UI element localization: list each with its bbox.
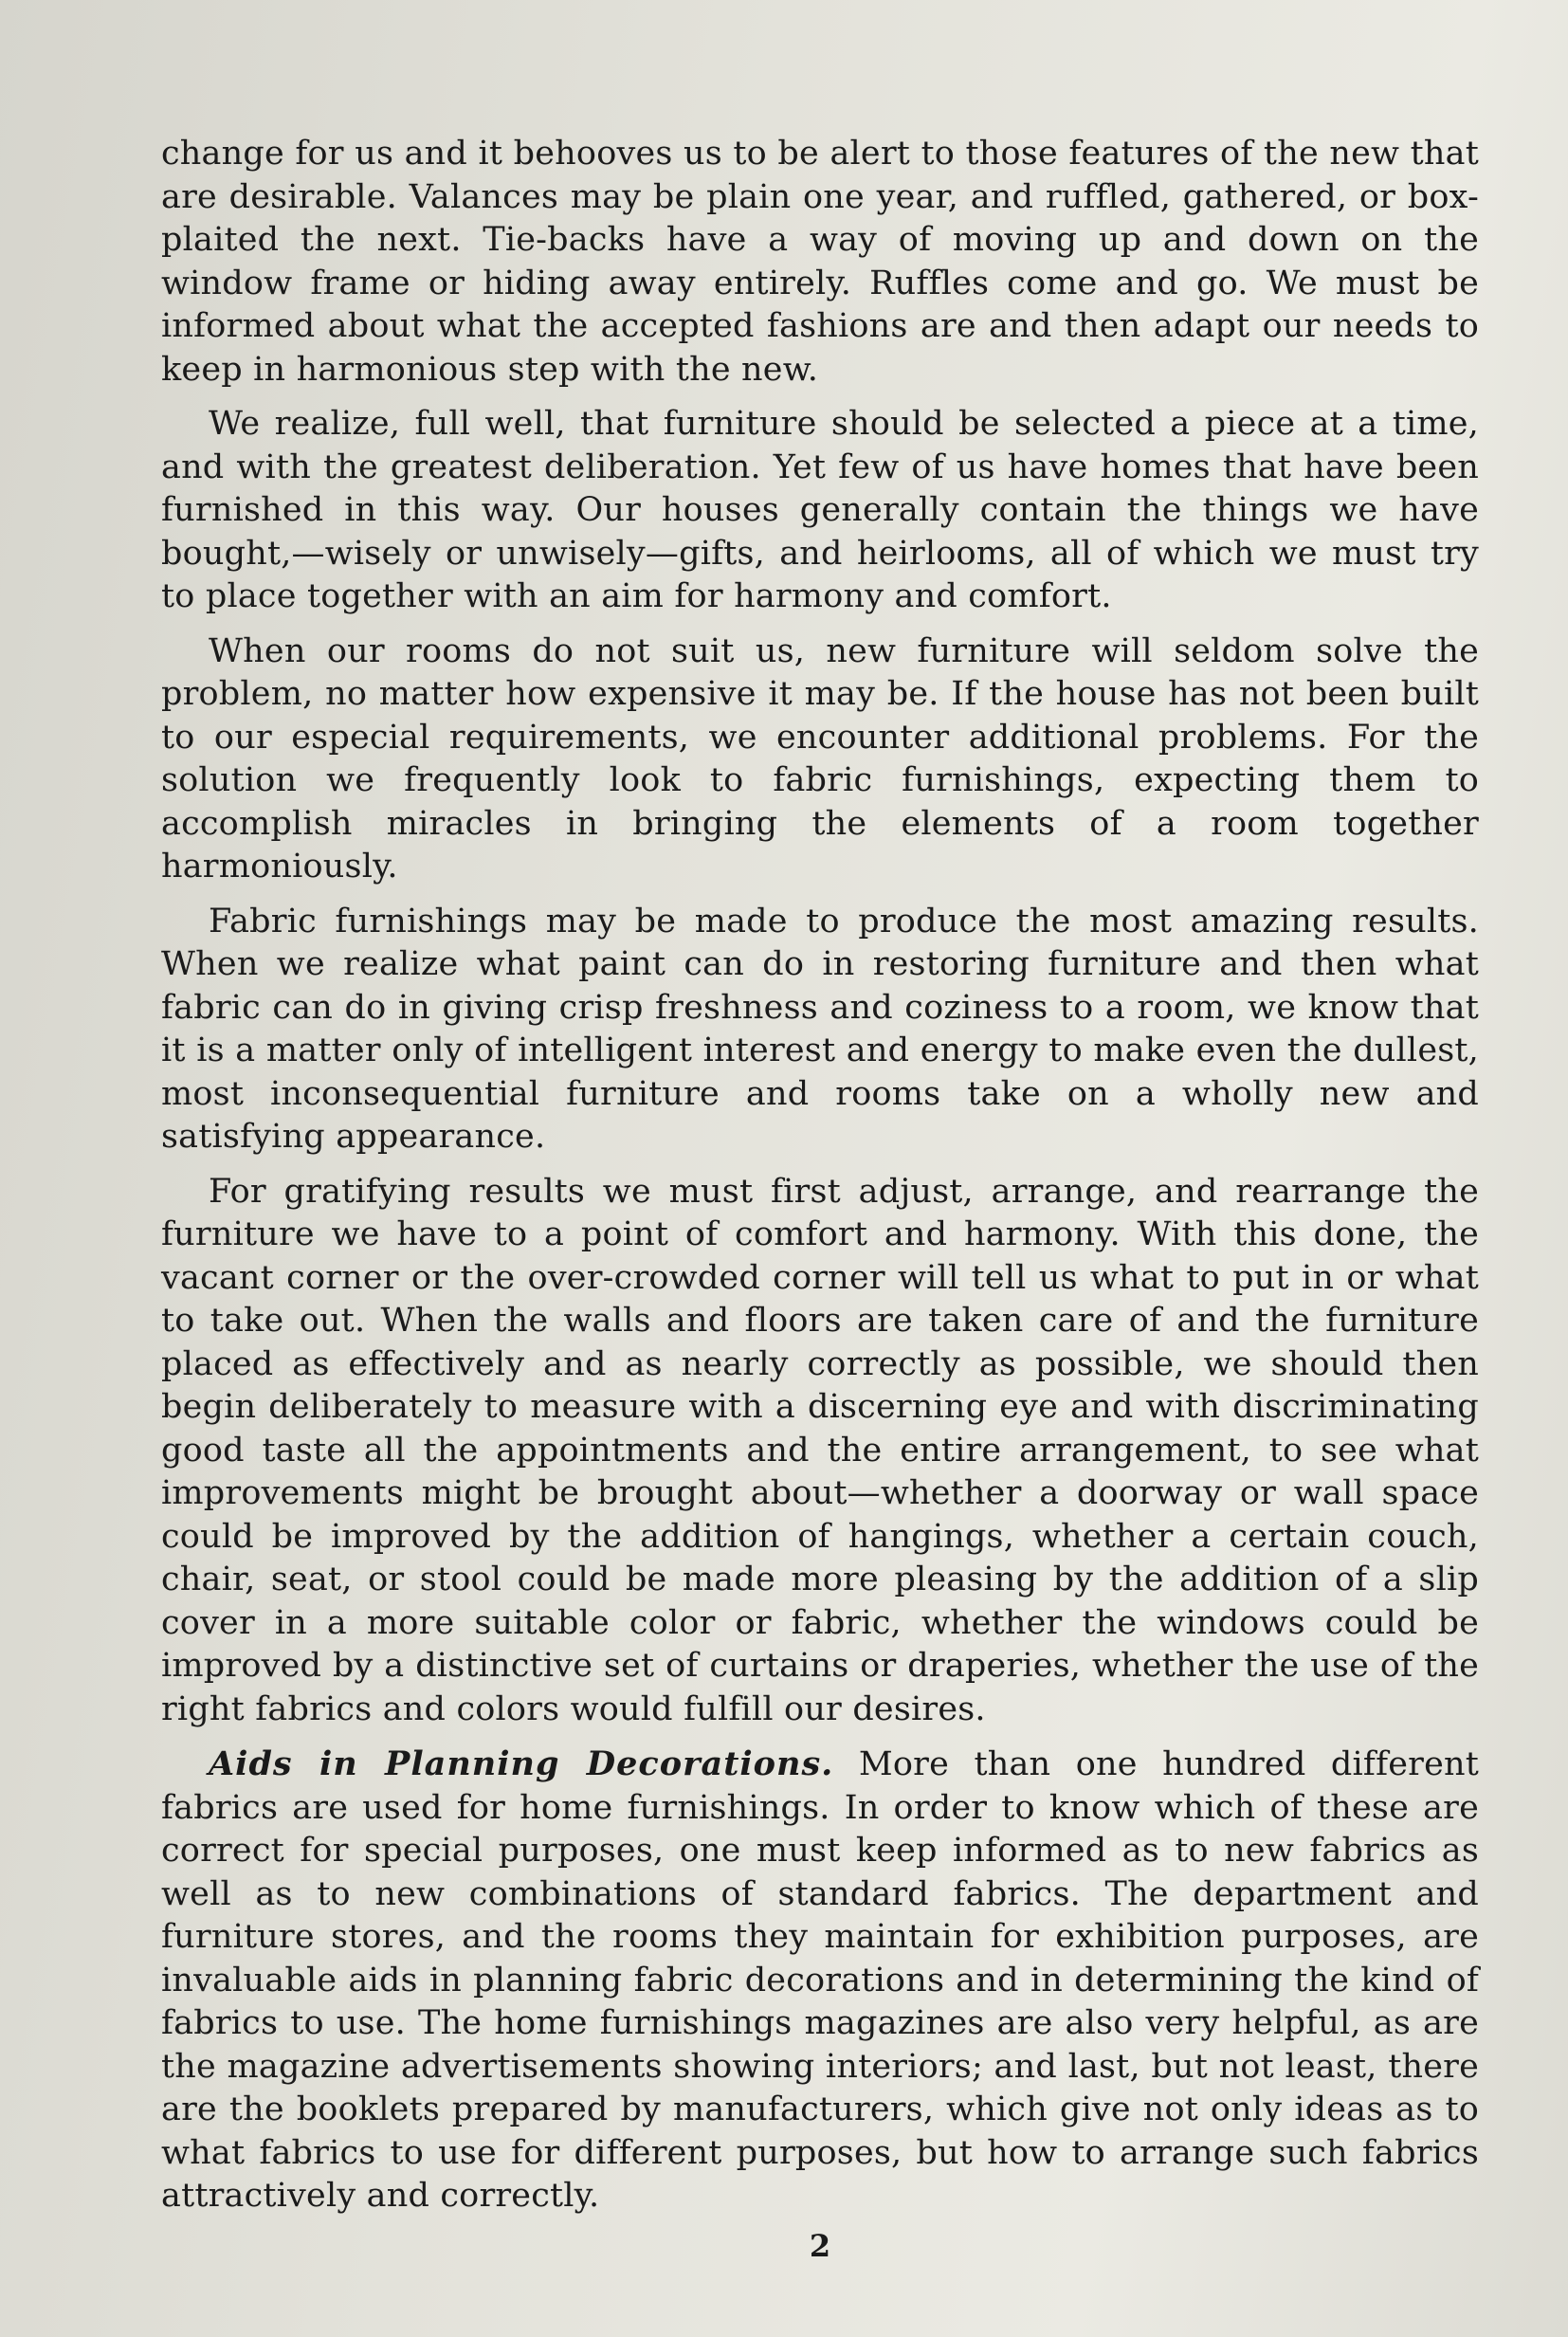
- page-number: 2: [809, 2228, 831, 2264]
- section-text: More than one hundred different fabrics are used for home furnishings. In order to know which of these are correct for special purposes, one must keep informed as to new fabrics as well as to new combinations of standard fabrics. The department and furniture stores, and the rooms they maintain for exhibition purposes, are invaluable aids in planning fabric decorations and in determining the kind of fabrics to use. The home furnishings magazines are also very helpful, as are the magazine advertisements showing interiors; and last, but not least, there are the booklets prepared by manufacturers, which give not only ideas as to what fabrics to use for different purposes, but how to arrange such fabrics attractively and correctly.: [161, 1745, 1479, 2215]
- paragraph-4: Fabric furnishings may be made to produce the most amazing results. When we realize what paint can do in restoring furniture and then what fabric can do in giving crisp freshness and coziness to a room, we know that it is a matter only of intelligent interest and energy to make even the dullest, most inconsequential furniture and rooms take on a wholly new and satisfying appearance.: [161, 902, 1479, 1156]
- paragraph-2: We realize, full well, that furniture should be selected a piece at a time, and with the greatest deliberation. Yet few of us have homes that have been furnished in this way. Our houses generally contain the things we have bought,—wisely or unwisely—gifts, and heirlooms, all of which we must try to place together with an aim for harmony and comfort.: [161, 405, 1479, 615]
- paragraph-5: For gratifying results we must first adjust, arrange, and rearrange the furniture we have to a point of comfort and harmony. With this done, the vacant corner or the over-crowded corner will tell us what to put in or what to take out. When the walls and floors are taken care of and the furniture placed as effectively and as nearly correctly as possible, we should then begin deliberately to measure with a discerning eye and with discriminating good taste all the appointments and the entire arrangement, to see what improvements might be brought about—whether a doorway or wall space could be improved by the addition of hangings, whether a certain couch, chair, seat, or stool could be made more pleasing by the addition of a slip cover in a more suitable color or fabric, whether the windows could be improved by a distinctive set of curtains or draperies, whether the use of the right fabrics and colors would fulfill our desires.: [161, 1172, 1479, 1728]
- section-heading: Aids in Planning Decorations.: [209, 1744, 834, 1783]
- book-page: [161, 133, 1479, 2275]
- paragraph-3: When our rooms do not suit us, new furniture will seldom solve the problem, no matter how expensive it may be. If the house has not been built to our especial requirements, we encounter additional problems. For the solution we frequently look to fabric furnishings, expecting them to accomplish miracles in bringing the elements of a room together harmoniously.: [161, 631, 1479, 886]
- section-paragraph: [161, 1743, 1479, 2218]
- paragraph-1: change for us and it behooves us to be alert to those features of the new that are desirable. Valances may be plain one year, and ruffled, gathered, or box-plaited the next. Tie-backs have a way of moving up and down on the window frame or hiding away entirely. Ruffles come and go. We must be informed about what the accepted fashions are and then adapt our needs to keep in harmonious step with the new.: [161, 135, 1479, 389]
